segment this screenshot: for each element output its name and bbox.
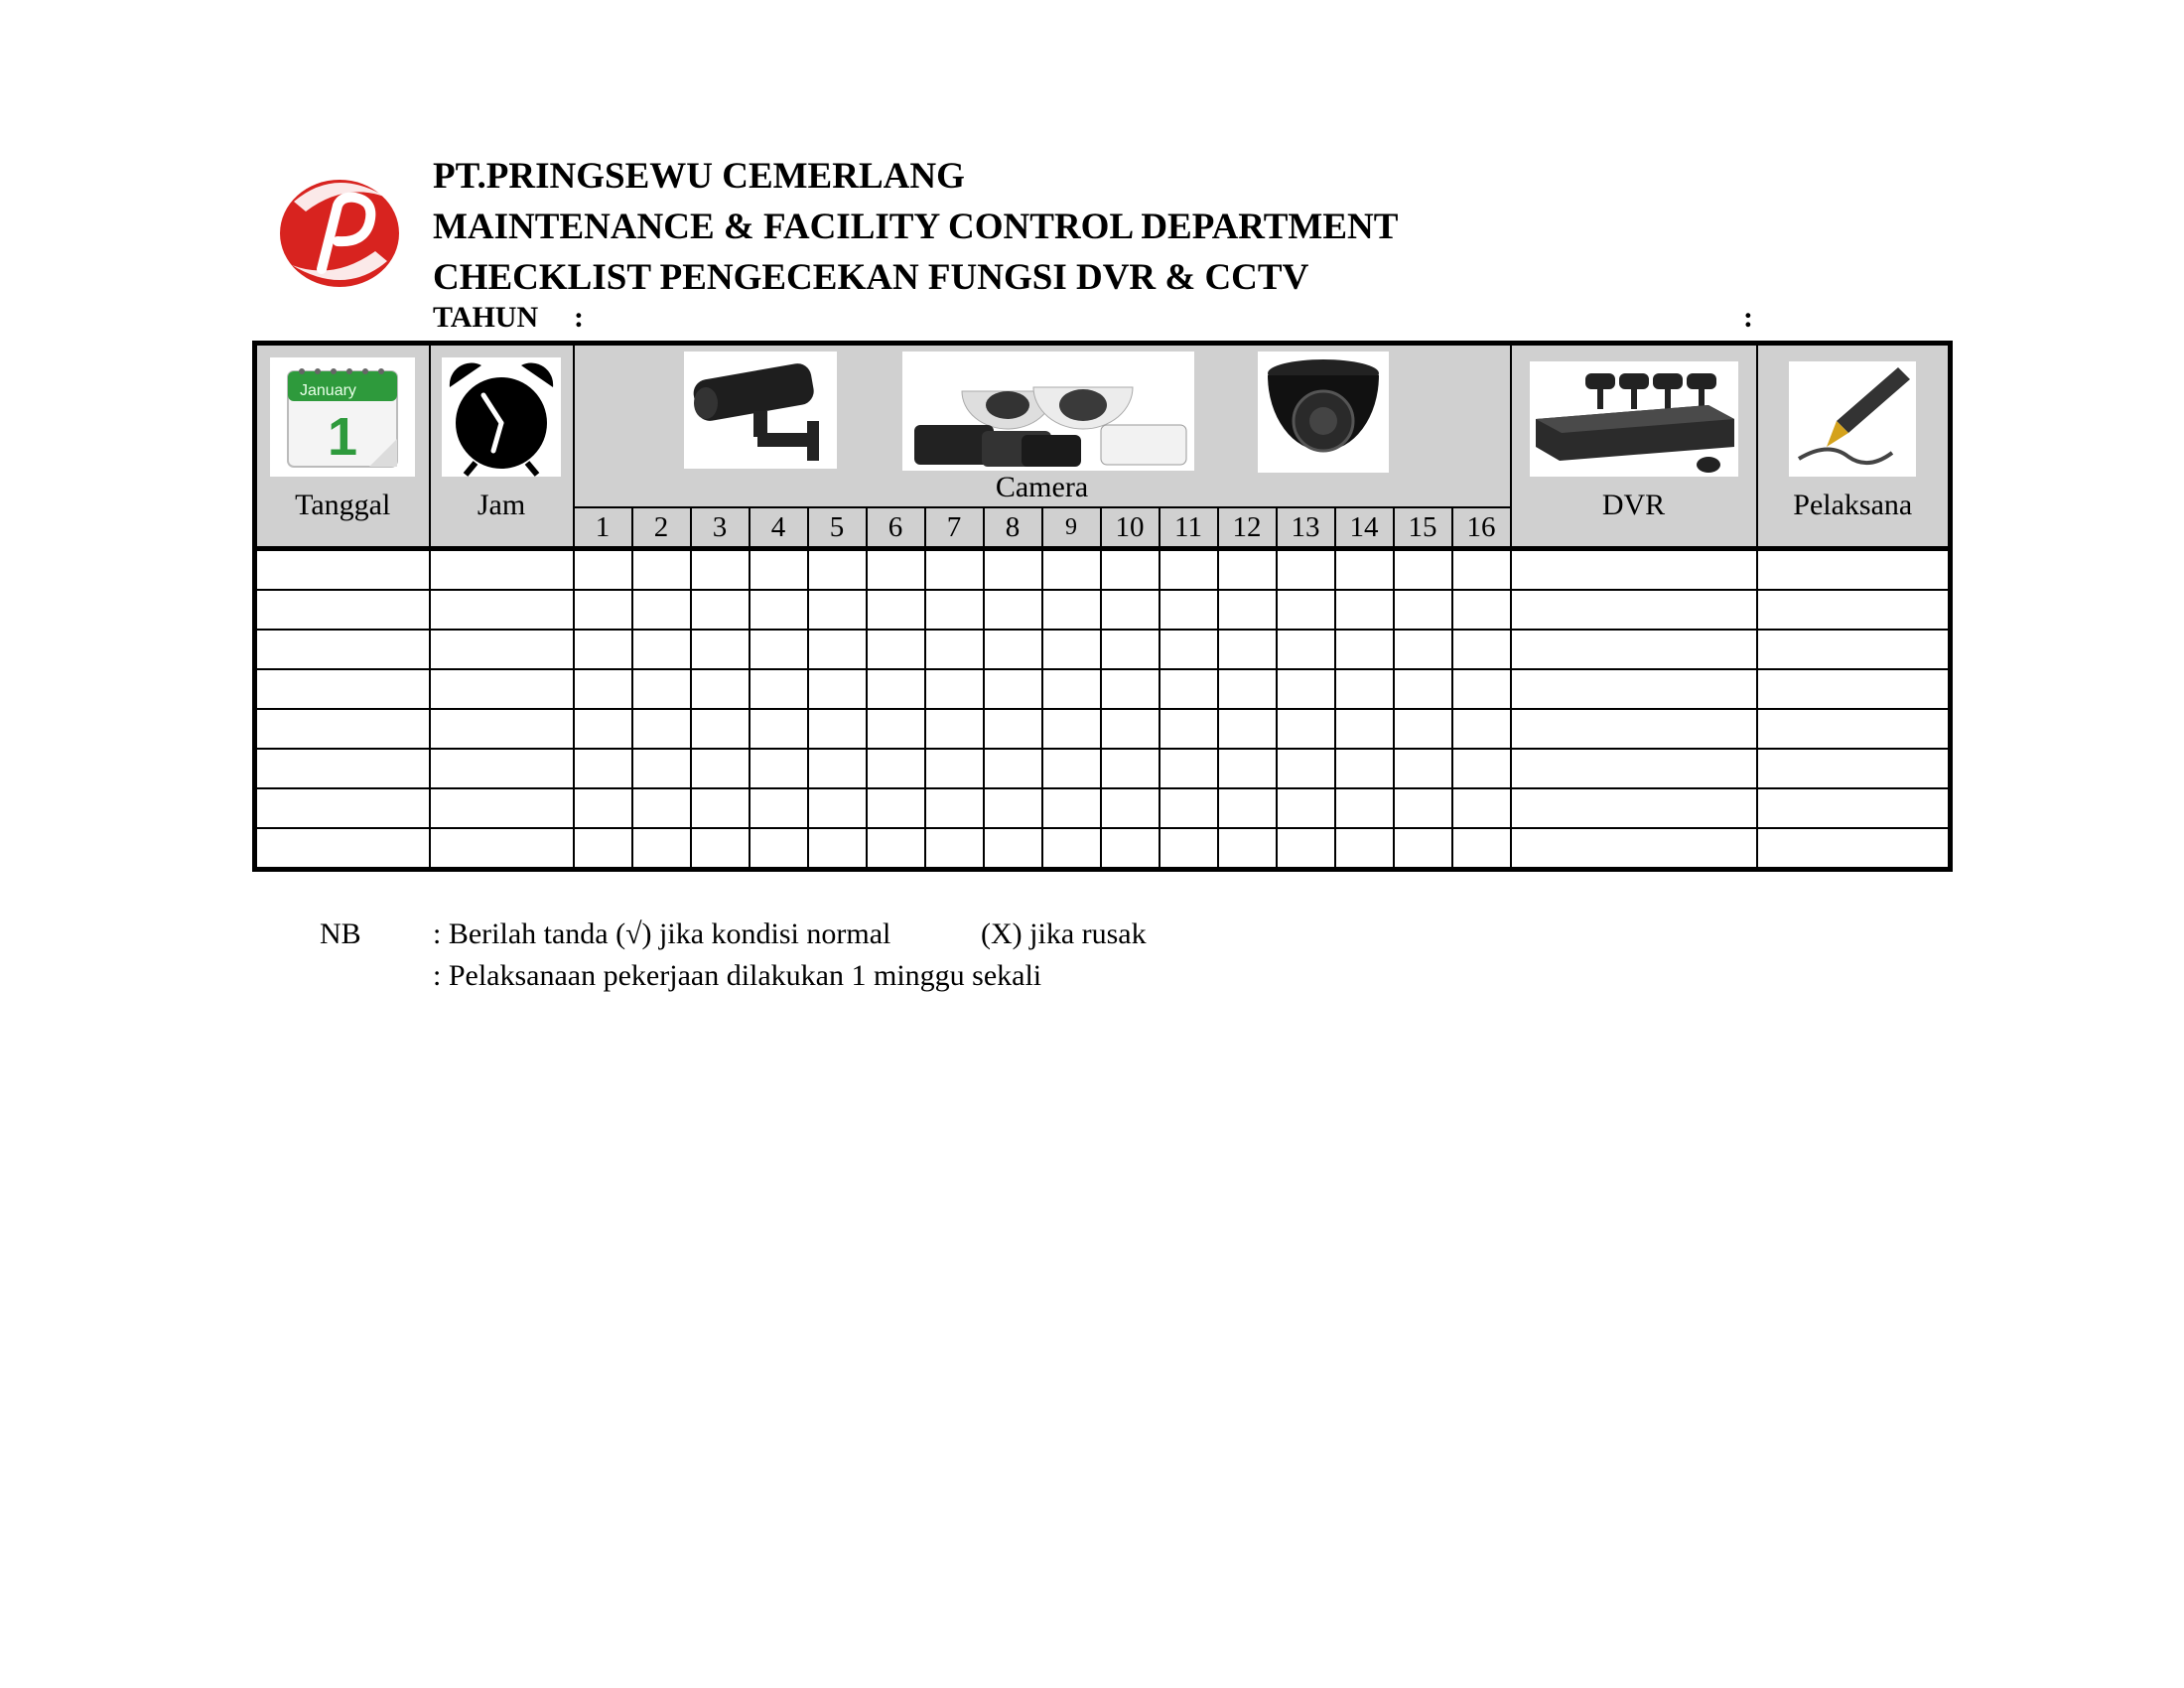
checklist-cell[interactable] xyxy=(255,709,430,749)
checklist-cell[interactable] xyxy=(925,828,984,870)
calendar-icon xyxy=(270,357,415,477)
checklist-cell[interactable] xyxy=(574,590,632,630)
checklist-cell[interactable] xyxy=(750,669,808,709)
checklist-cell[interactable] xyxy=(1160,828,1218,870)
checklist-cell[interactable] xyxy=(574,788,632,828)
checklist-cell[interactable] xyxy=(632,828,691,870)
checklist-cell[interactable] xyxy=(1335,669,1394,709)
header-dvr xyxy=(1511,344,1757,549)
checklist-cell[interactable] xyxy=(984,549,1042,591)
checklist-cell[interactable] xyxy=(867,788,925,828)
checklist-cell[interactable] xyxy=(1452,630,1511,669)
checklist-cell[interactable] xyxy=(808,590,867,630)
fountain-pen-icon xyxy=(1789,361,1916,477)
checklist-cell[interactable] xyxy=(1452,709,1511,749)
checklist-cell[interactable] xyxy=(1511,630,1757,669)
checklist-cell[interactable] xyxy=(1452,788,1511,828)
checklist-cell[interactable] xyxy=(750,590,808,630)
checklist-cell[interactable] xyxy=(1160,749,1218,788)
checklist-cell[interactable] xyxy=(1042,549,1101,591)
checklist-cell[interactable] xyxy=(1042,590,1101,630)
checklist-cell[interactable] xyxy=(632,630,691,669)
checklist-cell[interactable] xyxy=(984,669,1042,709)
note-line-1: : Berilah tanda (√) jika kondisi normal xyxy=(433,917,891,950)
checklist-cell[interactable] xyxy=(1394,788,1452,828)
department-name: MAINTENANCE & FACILITY CONTROL DEPARTMENT xyxy=(433,207,1399,247)
table-row xyxy=(255,590,1951,630)
dvr-icon xyxy=(1530,361,1738,477)
checklist-cell[interactable] xyxy=(1218,630,1277,669)
checklist-cell[interactable] xyxy=(255,788,430,828)
table-row xyxy=(255,828,1951,870)
checklist-cell[interactable] xyxy=(984,788,1042,828)
checklist-cell[interactable] xyxy=(750,749,808,788)
header-dvr-label: DVR xyxy=(1601,489,1666,521)
checklist-cell[interactable] xyxy=(691,709,750,749)
camera-number: 12 xyxy=(1218,507,1277,549)
checklist-cell[interactable] xyxy=(1335,788,1394,828)
checklist-cell[interactable] xyxy=(1335,590,1394,630)
checklist-cell[interactable] xyxy=(1160,630,1218,669)
checklist-cell[interactable] xyxy=(808,709,867,749)
checklist-cell[interactable] xyxy=(925,749,984,788)
checklist-cell[interactable] xyxy=(808,669,867,709)
checklist-cell[interactable] xyxy=(430,590,574,630)
table-row xyxy=(255,549,1951,591)
document-title: CHECKLIST PENGECEKAN FUNGSI DVR & CCTV xyxy=(433,257,1309,298)
checklist-cell[interactable] xyxy=(1277,709,1335,749)
checklist-cell[interactable] xyxy=(1277,630,1335,669)
table-row xyxy=(255,630,1951,669)
checklist-cell[interactable] xyxy=(1511,669,1757,709)
checklist-cell[interactable] xyxy=(750,788,808,828)
checklist-cell[interactable] xyxy=(255,549,430,591)
checklist-cell[interactable] xyxy=(1511,549,1757,591)
checklist-cell[interactable] xyxy=(1218,590,1277,630)
header-tanggal xyxy=(255,344,430,549)
checklist-cell[interactable] xyxy=(1757,669,1951,709)
checklist-cell[interactable] xyxy=(1218,669,1277,709)
checklist-cell[interactable] xyxy=(255,828,430,870)
checklist-cell[interactable] xyxy=(1511,749,1757,788)
camera-number: 14 xyxy=(1335,507,1394,549)
checklist-cell[interactable] xyxy=(255,749,430,788)
table-row xyxy=(255,669,1951,709)
checklist-cell[interactable] xyxy=(1511,828,1757,870)
camera-number: 1 xyxy=(574,507,632,549)
checklist-cell[interactable] xyxy=(1757,630,1951,669)
camera-number: 10 xyxy=(1101,507,1160,549)
checklist-cell[interactable] xyxy=(1218,709,1277,749)
checklist-cell[interactable] xyxy=(632,669,691,709)
svg-text:1: 1 xyxy=(328,407,358,467)
checklist-cell[interactable] xyxy=(808,630,867,669)
note-line-2: : Pelaksanaan pekerjaan dilakukan 1 minggu sekali xyxy=(433,959,1042,992)
camera-number: 4 xyxy=(750,507,808,549)
checklist-cell[interactable] xyxy=(1394,828,1452,870)
checklist-cell[interactable] xyxy=(1394,709,1452,749)
checklist-cell[interactable] xyxy=(574,669,632,709)
checklist-cell[interactable] xyxy=(984,828,1042,870)
checklist-cell[interactable] xyxy=(632,788,691,828)
checklist-cell[interactable] xyxy=(1277,549,1335,591)
checklist-cell[interactable] xyxy=(632,549,691,591)
year-label: TAHUN xyxy=(433,301,539,334)
checklist-cell[interactable] xyxy=(430,828,574,870)
checklist-cell[interactable] xyxy=(430,630,574,669)
checklist-cell[interactable] xyxy=(691,749,750,788)
checklist-cell[interactable] xyxy=(1042,630,1101,669)
checklist-table xyxy=(252,341,1953,872)
checklist-cell[interactable] xyxy=(1511,590,1757,630)
checklist-cell[interactable] xyxy=(632,709,691,749)
checklist-cell[interactable] xyxy=(867,630,925,669)
checklist-cell[interactable] xyxy=(1101,709,1160,749)
camera-number: 11 xyxy=(1160,507,1218,549)
header-jam xyxy=(430,344,574,549)
camera-number: 3 xyxy=(691,507,750,549)
checklist-cell[interactable] xyxy=(1335,549,1394,591)
checklist-cell[interactable] xyxy=(1335,630,1394,669)
checklist-cell[interactable] xyxy=(1042,709,1101,749)
checklist-cell[interactable] xyxy=(1511,788,1757,828)
camera-number: 6 xyxy=(867,507,925,549)
checklist-cell[interactable] xyxy=(1277,749,1335,788)
checklist-cell[interactable] xyxy=(1042,828,1101,870)
checklist-cell[interactable] xyxy=(808,549,867,591)
checklist-cell[interactable] xyxy=(867,709,925,749)
checklist-cell[interactable] xyxy=(808,749,867,788)
camera-number: 13 xyxy=(1277,507,1335,549)
checklist-cell[interactable] xyxy=(1335,709,1394,749)
checklist-cell[interactable] xyxy=(984,749,1042,788)
checklist-cell[interactable] xyxy=(1394,590,1452,630)
camera-number: 9 xyxy=(1042,507,1101,549)
checklist-cell[interactable] xyxy=(574,709,632,749)
checklist-cell[interactable] xyxy=(691,590,750,630)
checklist-cell[interactable] xyxy=(1277,828,1335,870)
checklist-cell[interactable] xyxy=(691,669,750,709)
year-row xyxy=(433,301,1783,337)
checklist-cell[interactable] xyxy=(574,549,632,591)
dome-cameras-icon xyxy=(902,352,1194,471)
checklist-cell[interactable] xyxy=(925,630,984,669)
checklist-cell[interactable] xyxy=(255,590,430,630)
checklist-cell[interactable] xyxy=(1042,669,1101,709)
checklist-cell[interactable] xyxy=(574,828,632,870)
checklist-cell[interactable] xyxy=(1394,630,1452,669)
checklist-cell[interactable] xyxy=(984,630,1042,669)
checklist-cell[interactable] xyxy=(1101,669,1160,709)
company-name: PT.PRINGSEWU CEMERLANG xyxy=(433,156,965,197)
checklist-cell[interactable] xyxy=(1277,788,1335,828)
alarm-clock-icon xyxy=(442,357,561,477)
checklist-cell[interactable] xyxy=(1218,749,1277,788)
checklist-cell[interactable] xyxy=(1101,590,1160,630)
checklist-cell[interactable] xyxy=(691,549,750,591)
checklist-cell[interactable] xyxy=(925,590,984,630)
checklist-cell[interactable] xyxy=(1277,590,1335,630)
checklist-cell[interactable] xyxy=(1511,709,1757,749)
header-camera xyxy=(574,344,1511,508)
checklist-cell[interactable] xyxy=(430,549,574,591)
camera-number: 15 xyxy=(1394,507,1452,549)
checklist-cell[interactable] xyxy=(1335,749,1394,788)
checklist-cell[interactable] xyxy=(867,549,925,591)
checklist-cell[interactable] xyxy=(574,630,632,669)
checklist-cell[interactable] xyxy=(430,749,574,788)
checklist-cell[interactable] xyxy=(1757,788,1951,828)
checklist-cell[interactable] xyxy=(925,788,984,828)
checklist-body xyxy=(255,549,1951,870)
checklist-cell[interactable] xyxy=(1277,669,1335,709)
checklist-cell[interactable] xyxy=(1160,549,1218,591)
camera-number: 8 xyxy=(984,507,1042,549)
checklist-cell[interactable] xyxy=(1452,549,1511,591)
svg-text:January: January xyxy=(300,382,357,399)
checklist-cell[interactable] xyxy=(1101,549,1160,591)
checklist-cell[interactable] xyxy=(1218,828,1277,870)
checklist-cell[interactable] xyxy=(867,669,925,709)
checklist-cell[interactable] xyxy=(1757,549,1951,591)
checklist-cell[interactable] xyxy=(1101,630,1160,669)
checklist-cell[interactable] xyxy=(1160,590,1218,630)
checklist-cell[interactable] xyxy=(984,709,1042,749)
checklist-cell[interactable] xyxy=(808,828,867,870)
bullet-camera-icon xyxy=(684,352,837,469)
header-pelaksana xyxy=(1757,344,1951,549)
checklist-cell[interactable] xyxy=(1160,669,1218,709)
checklist-cell[interactable] xyxy=(1757,590,1951,630)
camera-number: 16 xyxy=(1452,507,1511,549)
checklist-cell[interactable] xyxy=(1394,549,1452,591)
nb-label: NB xyxy=(320,917,361,950)
checklist-cell[interactable] xyxy=(750,709,808,749)
header-pelaksana-label: Pelaksana xyxy=(1793,489,1913,521)
checklist-cell[interactable] xyxy=(867,749,925,788)
checklist-cell[interactable] xyxy=(430,709,574,749)
checklist-cell[interactable] xyxy=(1757,828,1951,870)
note-line-1-right: (X) jika rusak xyxy=(981,917,1147,950)
checklist-cell[interactable] xyxy=(1101,749,1160,788)
checklist-cell[interactable] xyxy=(1394,749,1452,788)
checklist-cell[interactable] xyxy=(1101,788,1160,828)
checklist-cell[interactable] xyxy=(1394,669,1452,709)
checklist-cell[interactable] xyxy=(1757,749,1951,788)
checklist-cell[interactable] xyxy=(1218,549,1277,591)
checklist-cell[interactable] xyxy=(925,549,984,591)
checklist-cell[interactable] xyxy=(750,630,808,669)
checklist-cell[interactable] xyxy=(1452,749,1511,788)
checklist-cell[interactable] xyxy=(1042,749,1101,788)
checklist-cell[interactable] xyxy=(632,749,691,788)
table-row xyxy=(255,749,1951,788)
checklist-cell[interactable] xyxy=(867,590,925,630)
checklist-cell[interactable] xyxy=(691,630,750,669)
checklist-cell[interactable] xyxy=(1757,709,1951,749)
year-colon: : xyxy=(574,301,584,334)
header-jam-label: Jam xyxy=(477,489,526,521)
table-row xyxy=(255,788,1951,828)
camera-number: 5 xyxy=(808,507,867,549)
ir-dome-camera-icon xyxy=(1258,352,1389,473)
camera-number: 2 xyxy=(632,507,691,549)
checklist-cell[interactable] xyxy=(1452,669,1511,709)
checklist-cell[interactable] xyxy=(750,549,808,591)
checklist-cell[interactable] xyxy=(1218,788,1277,828)
checklist-cell[interactable] xyxy=(1452,828,1511,870)
checklist-cell[interactable] xyxy=(1335,828,1394,870)
checklist-cell[interactable] xyxy=(984,590,1042,630)
checklist-cell[interactable] xyxy=(925,669,984,709)
camera-number: 7 xyxy=(925,507,984,549)
checklist-cell[interactable] xyxy=(691,828,750,870)
checklist-cell[interactable] xyxy=(1452,590,1511,630)
checklist-cell[interactable] xyxy=(255,669,430,709)
checklist-cell[interactable] xyxy=(925,709,984,749)
checklist-cell[interactable] xyxy=(1160,709,1218,749)
checklist-cell[interactable] xyxy=(430,669,574,709)
checklist-cell[interactable] xyxy=(1101,828,1160,870)
checklist-cell[interactable] xyxy=(1042,788,1101,828)
checklist-cell[interactable] xyxy=(750,828,808,870)
document-header xyxy=(433,151,1783,303)
checklist-cell[interactable] xyxy=(691,788,750,828)
checklist-cell[interactable] xyxy=(808,788,867,828)
table-row xyxy=(255,709,1951,749)
company-logo-icon xyxy=(276,172,405,291)
checklist-cell[interactable] xyxy=(867,828,925,870)
checklist-cell[interactable] xyxy=(632,590,691,630)
checklist-cell[interactable] xyxy=(574,749,632,788)
header-tanggal-label: Tanggal xyxy=(295,489,391,521)
right-colon: : xyxy=(1743,301,1753,334)
checklist-cell[interactable] xyxy=(255,630,430,669)
checklist-cell[interactable] xyxy=(1160,788,1218,828)
checklist-cell[interactable] xyxy=(430,788,574,828)
header-camera-label: Camera xyxy=(995,471,1089,503)
